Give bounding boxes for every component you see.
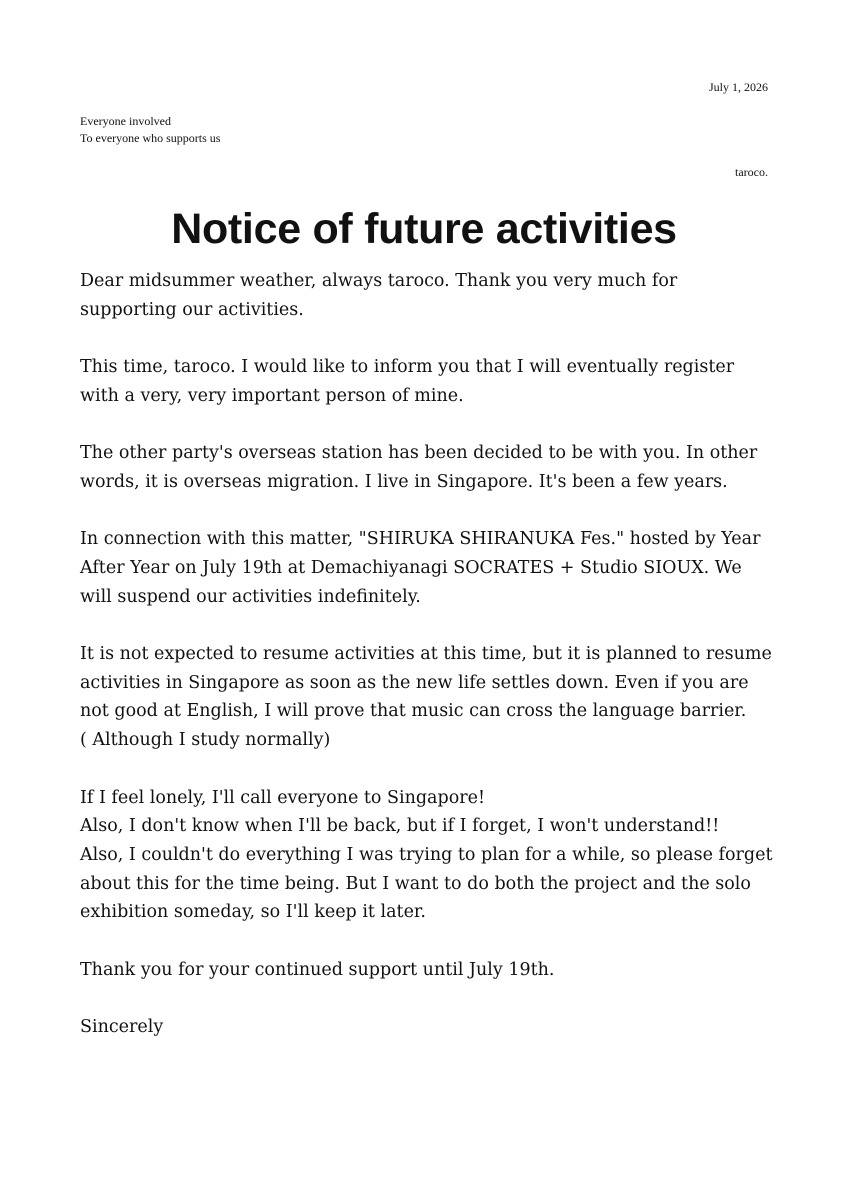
letter-paragraph [80, 525, 780, 611]
paragraph-line: Thank you for your continued support until July 19th. [80, 959, 555, 980]
recipient-line: Everyone involved [80, 114, 171, 128]
letter-paragraph [80, 956, 780, 985]
paragraph-line: activities in Singapore as soon as the new life settles down. Even if you are [80, 672, 749, 693]
paragraph-line: exhibition someday, so I'll keep it later. [80, 902, 426, 923]
paragraph-line: After Year on July 19th at Demachiyanagi SOCRATES + Studio SIOUX. We [80, 557, 742, 578]
sender-name: taroco. [735, 165, 768, 179]
letter-paragraph [80, 640, 780, 755]
paragraph-line: Also, I don't know when I'll be back, but if I forget, I won't understand!! [80, 816, 720, 837]
paragraph-line: This time, taroco. I would like to inform you that I will eventually register [80, 357, 735, 378]
recipient-line: To everyone who supports us [80, 131, 221, 145]
paragraph-line: about this for the time being. But I want to do both the project and the solo [80, 873, 751, 894]
paragraph-line: supporting our activities. [80, 299, 304, 320]
page-title: Notice of future activities [171, 205, 677, 253]
letter-paragraph [80, 439, 780, 496]
letter-paragraph [80, 1013, 780, 1042]
paragraph-line: If I feel lonely, I'll call everyone to Singapore! [80, 787, 485, 808]
paragraph-line: will suspend our activities indefinitely. [80, 586, 421, 607]
recipients-block [80, 113, 220, 147]
letter-body [80, 267, 780, 1071]
letter-paragraph [80, 267, 780, 324]
paragraph-line: Dear midsummer weather, always taroco. Thank you very much for [80, 271, 678, 291]
paragraph-line: with a very, very important person of mine. [80, 385, 464, 406]
paragraph-line: Also, I couldn't do everything I was trying to plan for a while, so please forget [80, 844, 773, 865]
paragraph-line: It is not expected to resume activities at this time, but it is planned to resume [80, 644, 772, 665]
letter-date: July 1, 2026 [708, 80, 768, 94]
paragraph-line: The other party's overseas station has been decided to be with you. In other [80, 443, 758, 464]
paragraph-line: words, it is overseas migration. I live in Singapore. It's been a few years. [80, 471, 728, 492]
paragraph-line: Sincerely [80, 1017, 164, 1038]
paragraph-line: ( Although I study normally) [80, 730, 331, 751]
paragraph-line: In connection with this matter, "SHIRUKA SHIRANUKA Fes." hosted by Year [80, 529, 761, 550]
letter-paragraph [80, 353, 780, 410]
paragraph-line: not good at English, I will prove that music can cross the language barrier. [80, 701, 747, 722]
letter-paragraph [80, 784, 780, 928]
